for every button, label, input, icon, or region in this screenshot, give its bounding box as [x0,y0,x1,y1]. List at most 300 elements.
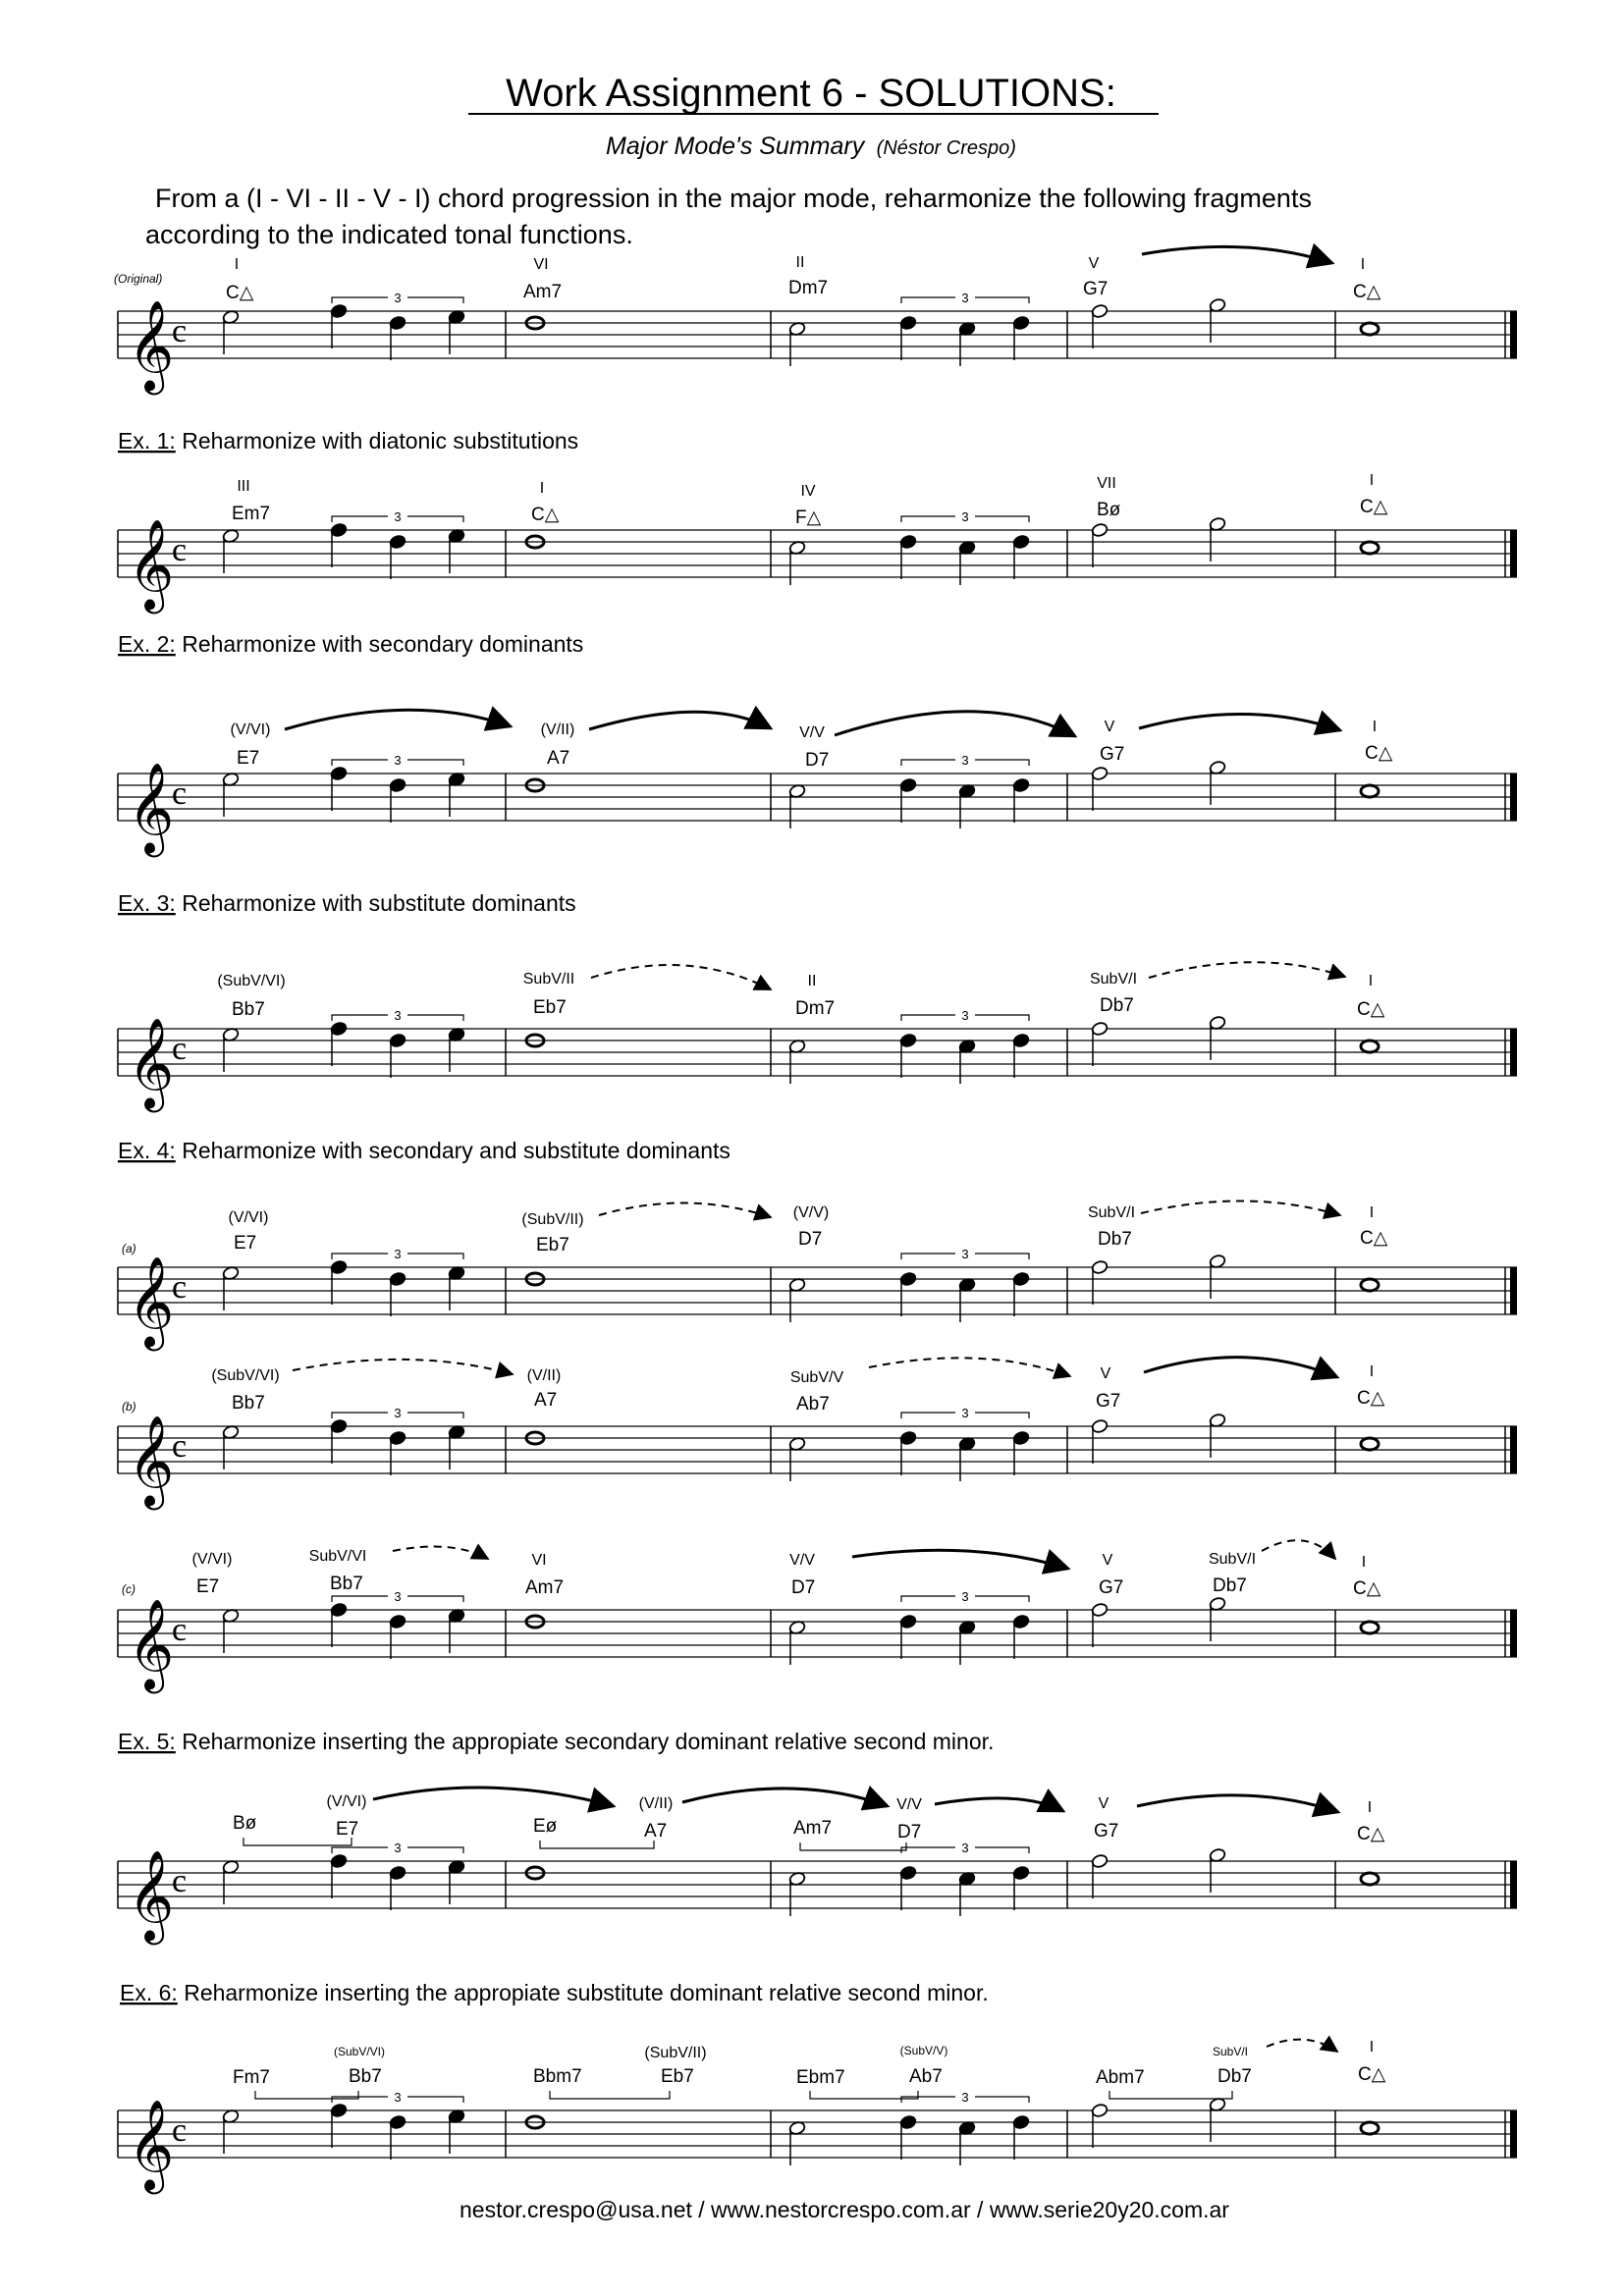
triplet-number: 3 [394,1589,402,1604]
treble-clef-icon: 𝄞 [128,1849,175,1941]
tag-c: (c) [122,1582,135,1596]
pair-bracket [540,1841,654,1848]
note [222,1608,240,1653]
function-label: SubV/II [522,971,575,988]
note [788,1277,806,1322]
chord-symbol: C△ [1353,282,1381,302]
chord-symbol: E7 [196,1576,220,1597]
function-label: (SubV/VI) [333,2045,386,2058]
function-label: V/V [896,1796,922,1813]
treble-clef-icon: 𝄞 [128,1415,175,1506]
triplet-number: 3 [394,509,402,524]
function-label: (SubV/V) [899,2044,948,2057]
chord-symbol: E7 [234,1233,257,1254]
treble-clef-icon: 𝄞 [128,762,175,853]
chord-symbol: C△ [1365,743,1393,764]
resolution-arrow [852,1550,1068,1569]
substitute-arrow [591,965,771,989]
chord-symbol: Abm7 [1096,2067,1145,2088]
note [1091,303,1109,348]
triplet-number: 3 [961,753,969,768]
ex5-label: Ex. 5: [118,1729,176,1754]
ex1-text: Reharmonize with diatonic substitutions [175,428,579,454]
note [330,1418,348,1464]
note [1209,1596,1226,1641]
note [222,1859,240,1904]
chord-symbol: Bø [233,1813,257,1834]
pair-bracket [550,2091,670,2099]
whole-note-head [1361,1622,1379,1633]
function-label: VI [531,1552,547,1569]
triplet-number: 3 [394,2090,402,2105]
chord-symbol: Eø [533,1816,558,1837]
note [1012,1865,1030,1910]
function-label: I [234,256,240,273]
note [448,1424,465,1469]
intro-line-1: From a (I - VI - II - V - I) chord progression in the major mode, reharmonize the following fragments [155,184,1312,213]
triplet-number: 3 [961,1008,969,1023]
triplet-number: 3 [394,753,402,768]
ex6-heading [120,1980,989,2005]
final-barline-thick [1510,1610,1517,1657]
function-label: SubV/I [1089,971,1138,988]
note [330,303,348,348]
note [389,534,406,579]
common-time-icon: c [172,775,188,812]
chord-symbol: Dm7 [795,998,836,1019]
function-label: (V/VI) [326,1793,367,1810]
common-time-icon: c [172,1031,188,1067]
note [1361,1438,1379,1450]
ex4-label: Ex. 4: [118,1138,176,1163]
chord-symbol: Am7 [525,1577,565,1598]
staff-system [118,1008,1517,1112]
chord-symbol: G7 [1100,744,1125,765]
chord-symbol: Bb7 [330,1574,363,1594]
ex4-heading [118,1138,730,1163]
resolution-arrow [589,712,771,729]
chord-symbol: C△ [1357,999,1385,1020]
resolution-arrow [1144,1358,1337,1377]
note [330,1853,348,1898]
chord-symbol: Ab7 [909,2066,943,2087]
resolution-arrow [1139,714,1340,730]
chord-symbol: G7 [1094,1821,1119,1842]
tag-a: (a) [122,1242,136,1255]
note [899,534,917,579]
chord-symbol: C△ [1360,497,1388,517]
triplet-number: 3 [961,509,969,524]
staff-system [118,1247,1517,1351]
note [1091,1853,1109,1898]
chord-symbol: Ab7 [796,1394,830,1415]
note [958,1436,976,1481]
ex1-label: Ex. 1: [118,428,176,454]
resolution-arrow [373,1788,614,1806]
triplet-number: 3 [961,1406,969,1420]
note [330,2103,348,2148]
function-label: I [539,480,545,497]
function-label: III [237,478,250,495]
note [222,1027,240,1072]
note [1209,1847,1226,1893]
note [1209,297,1226,343]
note [389,2114,406,2160]
chord-symbol: Fm7 [233,2067,270,2088]
note [899,777,917,823]
chord-symbol: Eb7 [661,2066,694,2087]
chord-symbol: C△ [1357,1388,1385,1409]
chord-symbol: C△ [226,283,254,303]
final-barline-thick [1510,2110,1517,2158]
common-time-icon: c [172,1428,188,1465]
staff-system [118,291,1517,395]
page-title: Work Assignment 6 - SOLUTIONS: [506,72,1116,115]
note [899,1865,917,1910]
note [389,777,406,823]
triplet-number: 3 [961,2090,969,2105]
function-label: I [1369,1204,1375,1221]
triplet-number: 3 [961,1247,969,1261]
function-label: VII [1097,475,1116,492]
author: (Néstor Crespo) [876,137,1016,159]
intro-line-2: according to the indicated tonal functions. [145,220,633,249]
common-time-icon: c [172,1612,188,1648]
note [899,1430,917,1475]
note [788,783,806,828]
treble-clef-icon: 𝄞 [128,518,175,610]
chord-symbol: G7 [1099,1577,1124,1598]
note [1091,1602,1109,1647]
note [1361,785,1379,797]
substitute-arrow [599,1202,771,1217]
chord-symbol: Bø [1097,500,1121,520]
note [958,1277,976,1322]
note [958,2120,976,2165]
note [448,528,465,573]
substitute-arrows [293,962,1345,2052]
chord-symbol: D7 [805,750,830,771]
note [788,540,806,585]
function-label: (SubV/VI) [217,973,286,989]
note [788,1620,806,1665]
note [448,309,465,354]
triplet-number: 3 [394,291,402,305]
final-barline-thick [1510,530,1517,577]
pair-bracket [800,1842,906,1850]
chord-symbol: Eb7 [533,997,567,1018]
note [389,1865,406,1910]
chord-symbol: Em7 [232,504,271,524]
chord-symbol: Am7 [793,1818,833,1839]
staff-system [118,1406,1517,1510]
tag-original: (Original) [114,272,163,286]
chord-symbol: A7 [534,1390,558,1411]
note [389,1033,406,1078]
chord-symbol: Bbm7 [533,2066,582,2087]
note [330,766,348,811]
note [1361,1279,1379,1291]
note [1361,1622,1379,1633]
note [1012,1614,1030,1659]
common-time-icon: c [172,1269,188,1306]
treble-clef-icon: 𝄞 [128,1598,175,1689]
note [1012,1033,1030,1078]
ex6-label: Ex. 6: [120,1980,178,2005]
pair-bracket [1109,2091,1232,2099]
note [1209,1254,1226,1299]
note [1091,2103,1109,2148]
note [1209,1413,1226,1458]
function-label: I [1369,472,1375,489]
note [958,783,976,828]
substitute-arrow [1141,1201,1340,1215]
whole-note-head [1361,1438,1379,1450]
note [222,772,240,817]
treble-clef-icon: 𝄞 [128,2099,175,2190]
ex5-heading [118,1729,994,1754]
tag-b: (b) [122,1400,136,1414]
note [899,1614,917,1659]
final-barline-thick [1510,1426,1517,1473]
substitute-arrow [1262,1540,1335,1559]
function-label: (V/II) [526,1367,562,1384]
note [222,1424,240,1469]
note [788,321,806,366]
chord-symbol: Am7 [523,282,563,302]
function-label: V [1102,1552,1113,1569]
chord-symbol: A7 [644,1821,668,1842]
chord-symbol: C△ [1357,1824,1385,1844]
treble-clef-icon: 𝄞 [128,299,175,391]
chord-symbol: D7 [791,1577,816,1598]
note [222,1265,240,1310]
whole-note-head [1361,1041,1379,1052]
ex6-text: Reharmonize inserting the appropiate substitute dominant relative second minor. [177,1980,989,2005]
note [1361,1873,1379,1885]
note [1361,1041,1379,1052]
note [1012,777,1030,823]
common-time-icon: c [172,313,188,349]
note [958,1871,976,1916]
resolution-arrow [285,710,511,729]
function-label: I [1361,1554,1367,1571]
function-label: V [1098,1795,1109,1812]
chord-symbol: C△ [1358,2064,1386,2085]
triplet-number: 3 [961,291,969,305]
note [788,1871,806,1916]
note [958,1039,976,1084]
note [1361,542,1379,554]
whole-note-head [1361,323,1379,335]
subtitle: Major Mode's Summary [606,133,865,160]
ex2-label: Ex. 2: [118,631,176,657]
function-label: I [1360,256,1366,273]
function-label: (SubV/II) [521,1211,584,1228]
substitute-arrow [869,1358,1070,1376]
note [222,2109,240,2154]
staff-system [118,2090,1517,2194]
note [448,1265,465,1310]
note [1209,760,1226,805]
function-label: SubV/VI [308,1548,367,1565]
function-label: I [1369,2039,1375,2056]
triplet-number: 3 [961,1589,969,1604]
note [448,1027,465,1072]
note [1012,534,1030,579]
note [788,1039,806,1084]
function-label: SubV/I [1212,2045,1249,2058]
function-label: II [807,973,817,989]
note [389,315,406,360]
function-label: (V/II) [638,1795,674,1812]
note [1012,2114,1030,2160]
chord-symbol: C△ [1353,1578,1381,1599]
note [1012,1271,1030,1316]
note [330,522,348,567]
chord-symbol: D7 [897,1822,922,1842]
function-label: (SubV/II) [644,2045,707,2061]
function-label: V [1088,255,1100,272]
final-barline-thick [1510,1861,1517,1908]
note [1361,2122,1379,2134]
function-label: (V/VI) [228,1209,269,1226]
substitute-arrow [393,1547,488,1560]
resolution-arrow [835,712,1075,736]
note [899,2114,917,2160]
note [222,309,240,354]
function-label: (SubV/VI) [211,1367,280,1384]
note [1091,1418,1109,1464]
function-label: I [1368,973,1374,989]
note [958,321,976,366]
whole-note-head [1361,542,1379,554]
note [330,1602,348,1647]
substitute-arrow [293,1360,513,1374]
function-label: IV [800,483,816,500]
ex3-heading [118,890,576,916]
ex2-heading [118,631,583,657]
note [1209,2097,1226,2142]
note [899,315,917,360]
function-label: (V/VI) [191,1551,233,1568]
function-label: I [1367,1799,1373,1816]
function-label: SubV/V [789,1369,844,1386]
final-barline-thick [1510,1029,1517,1076]
note [1091,766,1109,811]
resolution-arrow [1137,1795,1338,1812]
note [1361,323,1379,335]
function-label: I [1372,719,1378,735]
triplet-number: 3 [394,1841,402,1855]
ex3-label: Ex. 3: [118,890,176,916]
ex5-text: Reharmonize inserting the appropiate secondary dominant relative second minor. [175,1729,995,1754]
chord-symbol: G7 [1083,279,1109,299]
note [1012,315,1030,360]
note [448,772,465,817]
function-label: (V/II) [540,721,575,738]
final-barline-thick [1510,1267,1517,1314]
chord-symbol: Bb7 [232,1393,265,1414]
note [1209,1015,1226,1060]
note [1209,516,1226,561]
treble-clef-icon: 𝄞 [128,1255,175,1347]
note [389,1271,406,1316]
note [448,2109,465,2154]
chord-symbol: A7 [547,748,570,769]
chord-symbol: C△ [531,505,560,525]
note [222,528,240,573]
chord-symbol: Db7 [1217,2066,1252,2087]
note [899,1271,917,1316]
ex1-heading [118,428,578,454]
ex4-text: Reharmonize with secondary and substitute dominants [175,1138,730,1163]
note [1012,1430,1030,1475]
final-barline-thick [1510,774,1517,821]
whole-note-head [1361,785,1379,797]
function-label: (V/V) [792,1204,830,1221]
chord-symbol: Dm7 [788,278,829,298]
note [389,1614,406,1659]
note [1091,1021,1109,1066]
chord-symbol: Db7 [1098,1229,1132,1250]
chord-symbol: D7 [798,1229,823,1250]
chord-symbol: Eb7 [536,1235,569,1255]
chord-symbol: C△ [1360,1228,1388,1249]
resolution-arrow [682,1789,888,1806]
subtitle-line [606,133,1016,160]
pair-bracket [255,2091,358,2099]
staff-system [118,1589,1517,1693]
substitute-arrow [1267,2040,1337,2052]
function-label: SubV/I [1208,1551,1257,1568]
whole-note-head [1361,1279,1379,1291]
triplet-number: 3 [961,1841,969,1855]
chord-symbol: F△ [795,507,822,528]
treble-clef-icon: 𝄞 [128,1017,175,1108]
whole-note-head [1361,1873,1379,1885]
chord-symbol: Db7 [1213,1575,1247,1596]
note [958,1620,976,1665]
function-label: V/V [799,724,825,741]
note [788,2120,806,2165]
function-label: V [1104,719,1115,735]
note [448,1859,465,1904]
function-label: (V/VI) [230,721,271,738]
footer-contact: nestor.crespo@usa.net / www.nestorcrespo.com.ar / www.serie20y20.com.ar [460,2197,1229,2222]
common-time-icon: c [172,2112,188,2149]
chord-symbol: Bb7 [349,2066,382,2087]
chord-symbol: E7 [237,748,260,769]
chord-symbol: Bb7 [232,999,265,1020]
chord-symbol: E7 [336,1819,359,1840]
whole-note-head [1361,2122,1379,2134]
chord-symbol: Ebm7 [796,2067,845,2088]
note [389,1430,406,1475]
final-barline-thick [1510,311,1517,358]
note [788,1436,806,1481]
function-label: VI [533,256,549,273]
triplet-number: 3 [394,1008,402,1023]
common-time-icon: c [172,1863,188,1899]
staff-system [118,1841,1517,1945]
function-label: SubV/I [1087,1204,1136,1221]
triplet-number: 3 [394,1247,402,1261]
function-label: II [795,254,805,271]
substitute-arrow [1149,962,1345,978]
note [1091,1259,1109,1305]
ex2-text: Reharmonize with secondary dominants [175,631,584,657]
